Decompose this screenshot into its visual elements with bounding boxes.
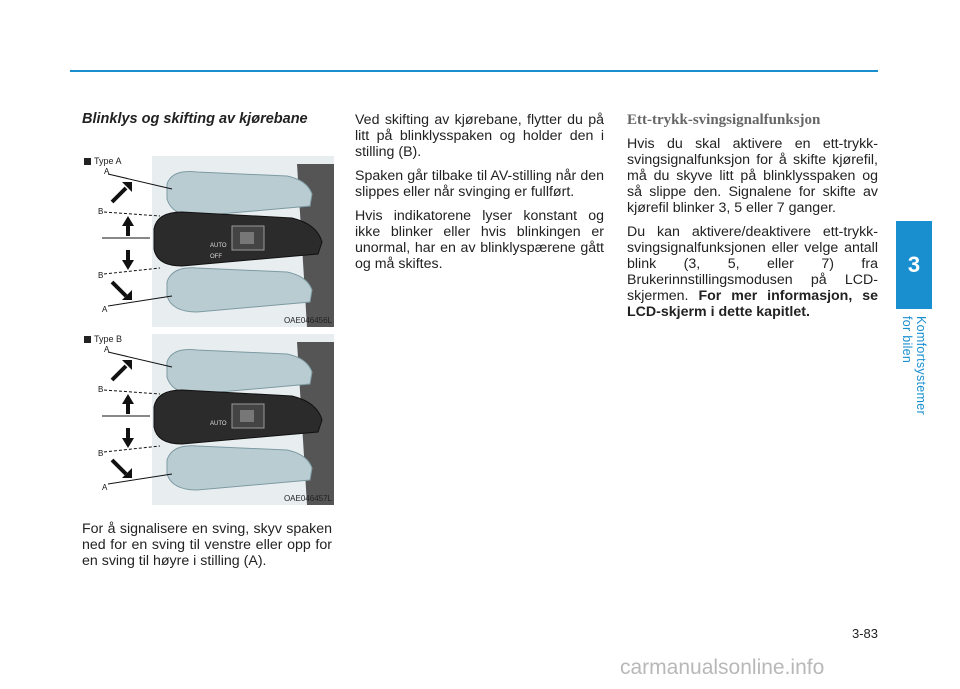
figure-type-a: [82, 154, 334, 327]
label-off: OFF: [210, 254, 222, 260]
figure-type-label: Type A: [84, 156, 122, 166]
label-b-top: B: [98, 385, 104, 394]
label-auto: AUTO: [210, 243, 227, 249]
cross-reference: For mer informasjon, se LCD-skjerm i dette kapitlet.: [627, 288, 878, 320]
figure-type-label: Type B: [84, 334, 122, 344]
label-a-top: A: [104, 167, 110, 176]
label-a-bottom: A: [102, 305, 108, 314]
chapter-number: 3: [907, 252, 921, 277]
column-2: [355, 112, 604, 280]
turn-signal-lever-illustration: [82, 154, 334, 327]
col2-paragraph-3: Hvis indikatorene lyser konstant og ikke blinker eller hvis blinkingen er unormal, har en av blinklyspærene gått og må skiftes.: [355, 208, 604, 272]
chapter-title: Komfortsystemer for bilen: [900, 316, 928, 415]
subsection-heading: Ett-trykk-svingsignalfunksjon: [627, 112, 821, 128]
col1-paragraph: For å signalisere en sving, skyv spaken ned for en sving til venstre eller opp for en sving til høyre i stilling (A).: [82, 521, 332, 569]
figure-type-b: [82, 332, 334, 505]
figure-code: OAE046457L: [283, 494, 332, 503]
col2-paragraph-1: Ved skifting av kjørebane, flytter du på litt på blinklysspaken og holder den i stilling (B).: [355, 112, 604, 160]
col3-paragraph-1: Hvis du skal aktivere en ett-trykk-svingsignalfunksjon for å skifte kjørefil, må du skyve litt på blinklysspaken og så slippe den. Signalene for skifte av kjørefil blinker 3, 5 eller 7 ganger.: [627, 136, 878, 216]
column-1: [82, 112, 332, 135]
watermark: carmanualsonline.info: [620, 656, 825, 679]
label-b-bottom: B: [98, 449, 104, 458]
label-b-bottom: B: [98, 271, 104, 280]
col3-paragraph-2: Du kan aktivere/deaktivere ett-trykk-svingsignalfunksjonen eller velge antall blink (3, 5, eller 7) fra Brukerinnstillingsmodusen på LCD-skjermen. For mer informasjon, se LCD-skjerm i dette kapitlet.: [627, 224, 878, 320]
label-auto: AUTO: [210, 421, 227, 427]
page-number: 3-83: [851, 626, 878, 641]
label-a-top: A: [104, 345, 110, 354]
section-heading: Blinklys og skifting av kjørebane: [82, 111, 308, 127]
label-a-bottom: A: [102, 483, 108, 492]
header-rule: [70, 70, 878, 72]
label-b-top: B: [98, 207, 104, 216]
figure-code: OAE046456L: [283, 316, 332, 325]
turn-signal-lever-illustration: [82, 332, 334, 505]
col2-paragraph-2: Spaken går tilbake til AV-stilling når den slippes eller når svinging er fullført.: [355, 168, 604, 200]
column-3: [627, 112, 878, 328]
